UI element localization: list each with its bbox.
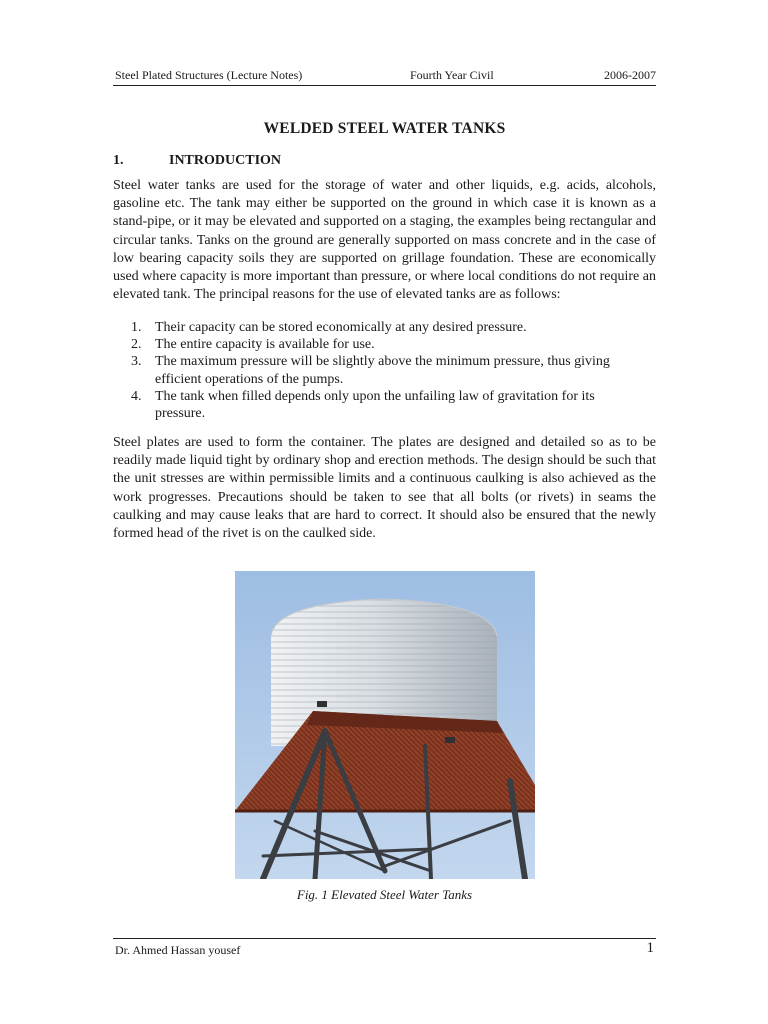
footer-author: Dr. Ahmed Hassan yousef xyxy=(115,943,241,957)
list-item-number: 3. xyxy=(131,354,142,370)
header-course-title: Steel Plated Structures (Lecture Notes) xyxy=(115,68,303,82)
floodlight-right xyxy=(445,737,455,743)
floodlight-left xyxy=(317,701,327,707)
list-item-number: 2. xyxy=(131,337,142,353)
water-tank-photo xyxy=(235,571,535,879)
intro-paragraph: Steel water tanks are used for the storage of water and other liquids, e.g. acids, alcohols, gasoline etc. The tank may either be supported on the ground in which case it is known as a stand-pipe, or it may be elevated and supported on a staging, the examples being rectangular and circular tanks. Tanks on the ground are generally supported on mass concrete and in the case of low bearing capacity soils they are supported on grillage foundation. These are economically used where capacity is more important than pressure, or where local conditions do not require an elevated tank. The principal reasons for the use of elevated tanks are as follows: xyxy=(113,178,656,303)
list-item-text: The entire capacity is available for use. xyxy=(155,337,375,353)
list-item-number: 4. xyxy=(131,388,142,404)
reasons-list xyxy=(131,319,611,422)
list-item-text: The tank when filled depends only upon the unfailing law of gravitation for its pressure. xyxy=(155,388,595,422)
list-item xyxy=(131,388,611,422)
page-header xyxy=(113,68,656,86)
page-footer xyxy=(113,938,656,958)
list-item-number: 1. xyxy=(131,320,142,335)
section-title: INTRODUCTION xyxy=(169,153,282,168)
steel-plates-paragraph: Steel plates are used to form the container. The plates are designed and detailed so as to be readily made liquid tight by ordinary shop and erection methods. The design should be such that the unit stresses are within permissible limits and a continuous caulking is also achieved as the work progresses. Precautions should be taken to see that all bolts (or rivets) in seams the caulking and may cause leaks that are hard to correct. It should also be ensured that the newly formed head of the rivet is on the caulked side. xyxy=(113,435,656,542)
list-item-text: The maximum pressure will be slightly above the minimum pressure, thus giving efficient operations of the pumps. xyxy=(155,354,610,387)
water-tank-illustration xyxy=(235,571,535,879)
header-academic-year: 2006-2007 xyxy=(604,68,656,82)
document-title: WELDED STEEL WATER TANKS xyxy=(263,120,506,137)
page-number: 1 xyxy=(646,940,654,956)
list-item xyxy=(131,353,611,387)
section-heading xyxy=(113,153,281,169)
list-item xyxy=(131,336,611,353)
section-number: 1. xyxy=(113,153,124,168)
list-item-text: Their capacity can be stored economically at any desired pressure. xyxy=(155,320,527,335)
header-year-level: Fourth Year Civil xyxy=(410,68,494,82)
figure-caption: Fig. 1 Elevated Steel Water Tanks xyxy=(296,887,473,902)
list-item xyxy=(131,319,611,336)
